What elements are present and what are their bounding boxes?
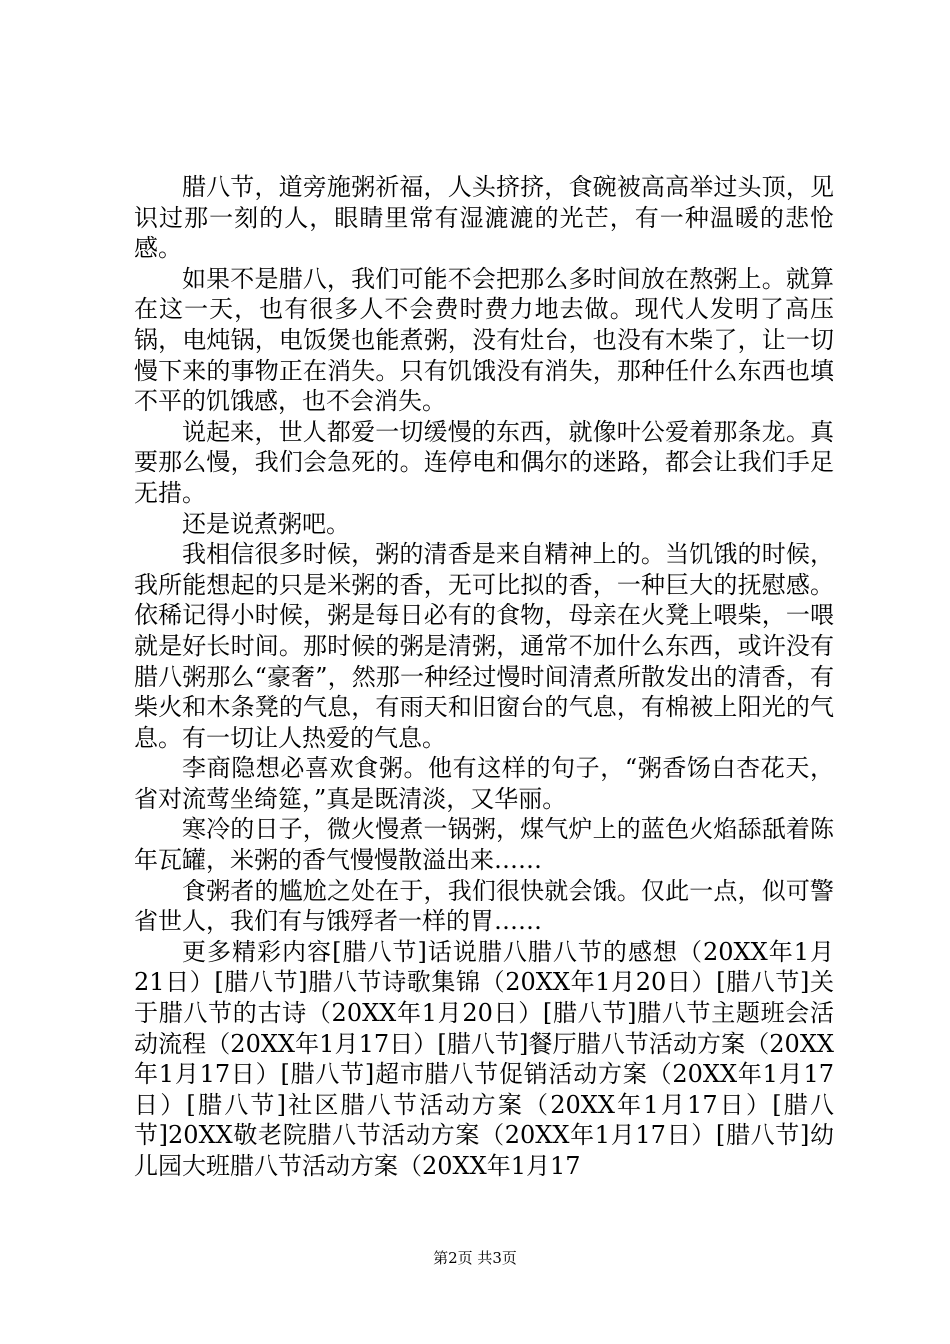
paragraph-6: 李商隐想必喜欢食粥。他有这样的句子，“粥香饧白杏花天，省对流莺坐绮筵，”真是既清淡，又华丽。 (134, 754, 834, 813)
paragraph-2: 如果不是腊八，我们可能不会把那么多时间放在熬粥上。就算在这一天，也有很多人不会费时费力地去做。现代人发明了高压锅，电炖锅，电饭煲也能煮粥，没有灶台，也没有木柴了，让一切慢下来的事物正在消失。只有饥饿没有消失，那种任什么东西也填不平的饥饿感，也不会消失。 (134, 264, 834, 416)
paragraph-8: 食粥者的尴尬之处在于，我们很快就会饿。仅此一点，似可警省世人，我们有与饿殍者一样的胃…… (134, 876, 834, 936)
page-footer: 第2页 共3页 (433, 1249, 517, 1267)
paragraph-5: 我相信很多时候，粥的清香是来自精神上的。当饥饿的时候，我所能想起的只是米粥的香，无可比拟的香，一种巨大的抚慰感。依稀记得小时候，粥是每日必有的食物，母亲在火凳上喂柴，一喂就是好长时间。那时候的粥是清粥，通常不加什么东西，或许没有腊八粥那么“豪奢”，然那一种经过慢时间清煮所散发出的清香，有柴火和木条凳的气息，有雨天和旧窗台的气息，有棉被上阳光的气息。有一切让人热爱的气息。 (134, 540, 834, 752)
paragraph-3: 说起来，世人都爱一切缓慢的东西，就像叶公爱着那条龙。真要那么慢，我们会急死的。连停电和偶尔的迷路，都会让我们手足无措。 (134, 417, 834, 507)
article-body (134, 172, 834, 1182)
paragraph-1: 腊八节，道旁施粥祈福，人头挤挤，食碗被高高举过头顶，见识过那一刻的人，眼睛里常有湿漉漉的光芒，有一种温暖的悲怆感。 (134, 173, 834, 263)
paragraph-4: 还是说煮粥吧。 (182, 509, 350, 538)
paragraph-7: 寒冷的日子，微火慢煮一锅粥，煤气炉上的蓝色火焰舔舐着陈年瓦罐，米粥的香气慢慢散溢出来…… (134, 815, 834, 875)
paragraph-more-links: 更多精彩内容[腊八节]话说腊八腊八节的感想（20XX年1月21日）[腊八节]腊八节诗歌集锦（20XX年1月20日）[腊八节]关于腊八节的古诗（20XX年1月20日）[腊八节]腊八节主题班会活动流程（20XX年1月17日）[腊八节]餐厅腊八节活动方案（20XX年1月17日）[腊八节]超市腊八节促销活动方案（20XX年1月17日）[腊八节]社区腊八节活动方案（20XX年1月17日）[腊八节]20XX敬老院腊八节活动方案（20XX年1月17日）[腊八节]幼儿园大班腊八节活动方案（20XX年1月17 (134, 937, 834, 1180)
